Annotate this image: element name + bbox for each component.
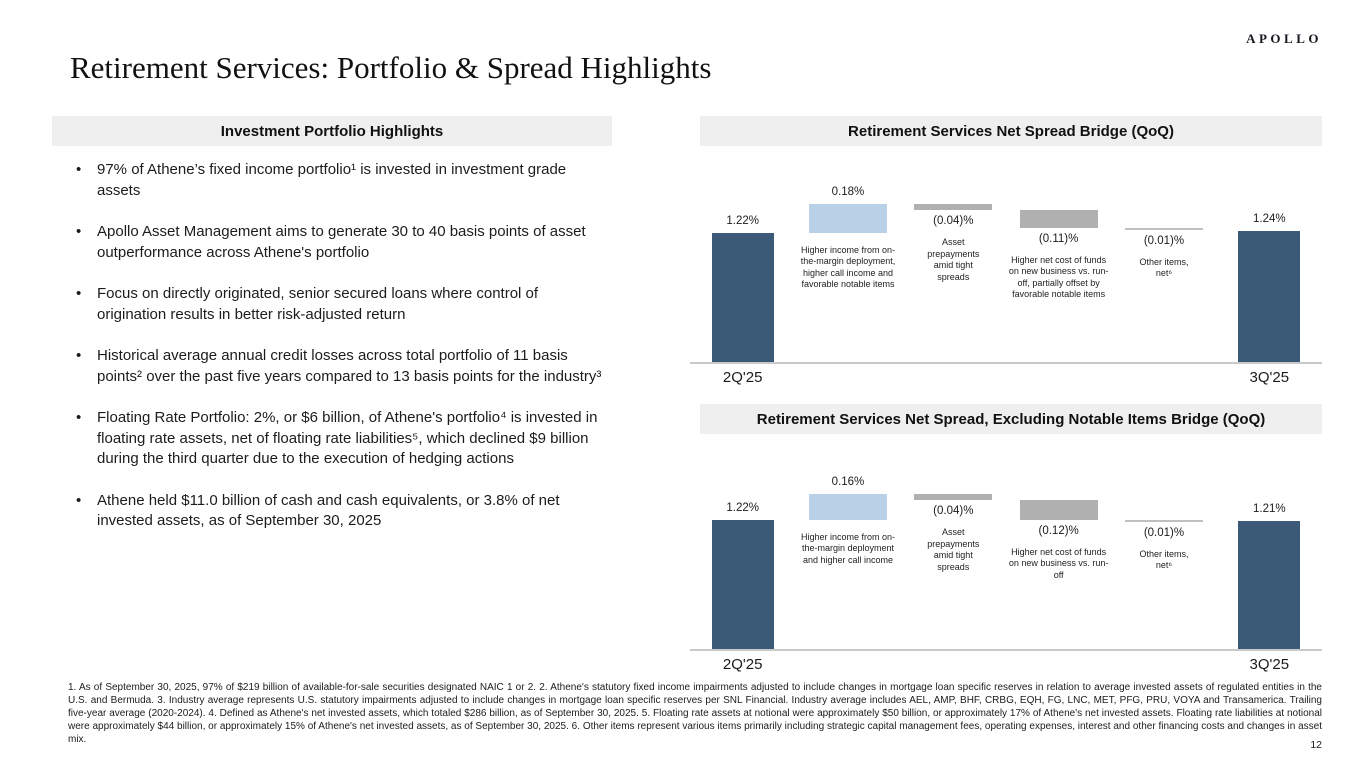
waterfall-column: [1217, 150, 1322, 386]
bar-description: Higher income from on-the-margin deployment and higher call income: [800, 531, 895, 565]
bullet-text: 97% of Athene’s fixed income portfolio¹ is invested in investment grade assets: [97, 161, 567, 199]
bar-value-label: (0.01)%: [1143, 234, 1185, 247]
bullet-text: Apollo Asset Management aims to generate 30 to 40 basis points of asset outperformance across Athene's portfolio: [97, 223, 586, 261]
waterfall-column: [1006, 150, 1111, 362]
bullet-text: Focus on directly originated, senior secured loans where control of origination results in better risk-adjusted return: [97, 285, 539, 323]
footnotes: 1. As of September 30, 2025, 97% of $219 billion of available-for-sale securities designated NAIC 1 or 2. 2. Athene's statutory fixed income impairments adjusted to include changes in mortgage loan specific reserves in relation to average invested assets of regulated entities in the U.S. and Bermuda. 3. Industry average represents U.S. statutory impairments adjusted to include changes in mortgage loan specific reserves per SNL Financial. Industry average includes AEL, AMP, BHF, CRBG, EQH, FG, LNC, MET, PFG, PRU, VOYA and Transamerica. Trailing five-year average (2020-2024). 4. Defined as Athene's net invested assets, which totaled $286 billion, as of September 30, 2025. 5. Floating rate assets at notional were approximately $50 billion, or approximately 17% of Athene's net invested assets. Floating rate liabilities at notional were approximately $44 billion, or approximately 15% of Athene's net invested assets, as of September 30, 2025. 6. Other items represent various items primarily including strategic capital management fees, operating expenses, interest and other financing costs and changes in asset mix.: [68, 682, 1322, 745]
apollo-logo: APOLLO: [1246, 31, 1322, 46]
bar-value-label: 1.24%: [1252, 212, 1286, 225]
bullet-marker: •: [76, 409, 82, 426]
chart2-header: [700, 404, 1322, 434]
waterfall-bar: [914, 494, 992, 500]
waterfall-bar: [1125, 228, 1203, 230]
bar-value-label: (0.11)%: [1038, 232, 1079, 245]
bullet-item: [52, 222, 604, 263]
bullet-item: [52, 346, 604, 387]
bullet-marker: •: [76, 491, 82, 509]
bar-value-label: 1.22%: [726, 501, 759, 514]
waterfall-bar: [809, 204, 887, 233]
waterfall-bar: [1020, 210, 1098, 228]
bar-description: Asset prepayments amid tight spreads: [927, 527, 980, 572]
waterfall-bar: [1020, 500, 1098, 519]
bar-description: Higher net cost of funds on new business vs. run-off: [1008, 546, 1109, 580]
x-axis-label: 2Q'25: [722, 656, 763, 673]
x-axis-label: 3Q'25: [1249, 369, 1290, 386]
bullet-marker: •: [76, 285, 82, 302]
waterfall-bar: [1238, 521, 1300, 649]
bullet-marker: •: [76, 161, 82, 178]
left-panel-header-label: Investment Portfolio Highlights: [220, 122, 444, 140]
bullet-marker: •: [76, 223, 82, 240]
waterfall-bar: [1238, 231, 1300, 362]
waterfall-bar: [914, 204, 992, 210]
bar-value-label: (0.04)%: [933, 215, 974, 228]
page-title: Retirement Services: Portfolio & Spread Highlights: [70, 50, 712, 85]
waterfall-bar: [712, 233, 774, 362]
waterfall-column: [1006, 437, 1111, 649]
left-panel-header: [52, 116, 612, 146]
chart1-header: [700, 116, 1322, 146]
waterfall-column: [901, 437, 1006, 649]
bar-description: Higher net cost of funds on new business vs. run-off, partially offset by favorable notable items: [1008, 254, 1109, 300]
waterfall-column: [1111, 150, 1216, 362]
waterfall-bar: [712, 520, 774, 649]
waterfall-column: [795, 150, 900, 362]
waterfall-bar: [809, 494, 887, 520]
bullet-text: Floating Rate Portfolio: 2%, or $6 billion, of Athene's portfolio⁴ is invested in floating rate assets, net of floating rate liabilities⁵, which declined $9 billion during the third quarter due to the execution of hedging actions: [97, 409, 598, 467]
waterfall-bar: [1125, 520, 1203, 522]
bar-value-label: 1.21%: [1252, 502, 1286, 515]
bar-description: Other items, net⁶: [1139, 548, 1189, 571]
chart1-title: Retirement Services Net Spread Bridge (QoQ): [848, 122, 1174, 140]
bullet-item: [52, 408, 604, 470]
bar-value-label: 1.22%: [726, 214, 759, 227]
bar-value-label: (0.12)%: [1038, 524, 1079, 537]
bar-value-label: 0.16%: [831, 476, 865, 489]
bar-description: Asset prepayments amid tight spreads: [927, 237, 980, 282]
net-spread-bridge-chart: [690, 150, 1322, 386]
bar-value-label: (0.04)%: [933, 505, 974, 518]
x-axis-label: 2Q'25: [722, 369, 763, 386]
waterfall-column: [901, 150, 1006, 362]
net-spread-ex-notable-items-bridge-chart: [690, 437, 1322, 673]
chart2-title: Retirement Services Net Spread, Excluding Notable Items Bridge (QoQ): [756, 410, 1266, 428]
bar-description: Other items, net⁶: [1139, 256, 1189, 279]
waterfall-column: [1111, 437, 1216, 649]
bullet-list: [52, 160, 604, 553]
bullet-item: [52, 284, 604, 325]
x-axis-label: 3Q'25: [1249, 656, 1290, 673]
bullet-marker: •: [76, 347, 82, 364]
waterfall-column: [795, 437, 900, 649]
waterfall-column: [690, 150, 795, 386]
bar-description: Higher income from on-the-margin deployment, higher call income and favorable notable items: [800, 244, 896, 290]
bullet-text: Athene held $11.0 billion of cash and cash equivalents, or 3.8% of net invested assets, as of September 30, 2025: [97, 491, 560, 529]
waterfall-column: [1217, 437, 1322, 673]
bar-value-label: 0.18%: [831, 185, 865, 198]
bullet-text: Historical average annual credit losses across total portfolio of 11 basis points² over the past five years compared to 13 basis points for the industry³: [97, 347, 602, 385]
bullet-item: [52, 491, 604, 532]
waterfall-column: [690, 437, 795, 673]
bullet-item: [52, 160, 604, 201]
page-number: 12: [1310, 739, 1322, 751]
bar-value-label: (0.01)%: [1143, 526, 1185, 539]
